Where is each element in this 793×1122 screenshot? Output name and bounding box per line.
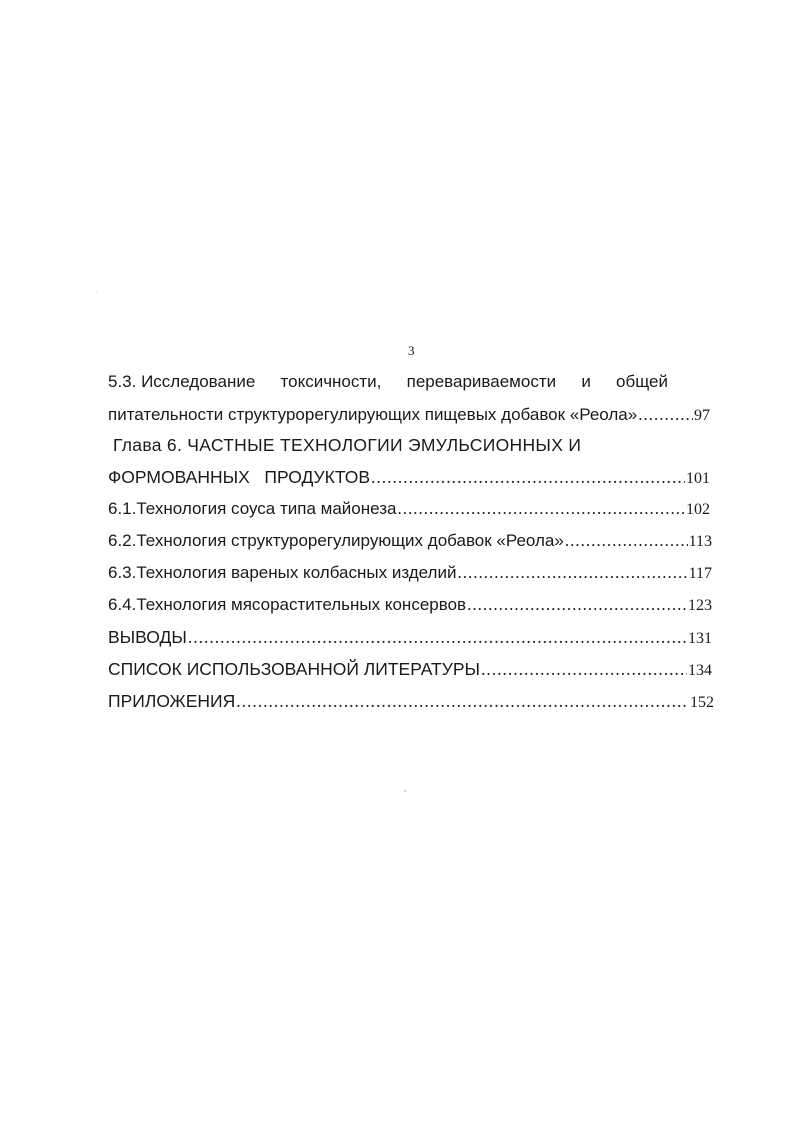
toc-leader xyxy=(188,626,687,648)
toc-leader xyxy=(397,498,685,520)
toc-leader xyxy=(236,690,689,712)
toc-page: 102 xyxy=(686,501,710,518)
toc-entry-appendices xyxy=(108,690,714,714)
toc-entry-6-1 xyxy=(108,498,710,521)
toc-entry-conclusions xyxy=(108,626,712,650)
toc-leader xyxy=(467,594,687,616)
toc-chapter-6-line1: Глава 6. ЧАСТНЫЕ ТЕХНОЛОГИИ ЭМУЛЬСИОННЫХ И xyxy=(113,435,582,455)
toc-page: 134 xyxy=(688,662,712,679)
toc-label: ВЫВОДЫ xyxy=(108,627,187,647)
toc-label: 6.1.Технология соуса типа майонеза xyxy=(108,499,397,518)
toc-page: 113 xyxy=(688,533,712,550)
toc-label: питательности структурорегулирующих пищевых добавок «Реола» xyxy=(108,405,638,424)
toc-word: общей xyxy=(616,372,668,391)
toc-page: 152 xyxy=(690,694,714,711)
toc-leader xyxy=(457,562,687,584)
toc-word: 5.3. Исследование xyxy=(108,372,256,391)
page-number: 3 xyxy=(408,343,415,358)
toc-chapter-6-line2 xyxy=(108,466,710,490)
toc-entry-5-3-line1 xyxy=(108,371,668,393)
toc-leader xyxy=(481,658,687,680)
toc-entry-5-3-line2 xyxy=(108,404,710,427)
toc-label: ФОРМОВАННЫХ ПРОДУКТОВ xyxy=(108,467,371,487)
toc-page: 97 xyxy=(694,407,710,424)
toc-leader xyxy=(565,530,688,552)
toc-label: СПИСОК ИСПОЛЬЗОВАННОЙ ЛИТЕРАТУРЫ xyxy=(108,659,480,679)
toc-word: и xyxy=(581,372,591,391)
scan-speck xyxy=(404,790,406,792)
toc-leader xyxy=(638,404,693,426)
toc-entry-6-2 xyxy=(108,530,712,553)
toc-label: ПРИЛОЖЕНИЯ xyxy=(108,691,236,711)
toc-entry-6-4 xyxy=(108,594,712,617)
toc-page: 101 xyxy=(686,470,710,487)
toc-page: 123 xyxy=(688,597,712,614)
toc-label: 6.2.Технология структурорегулирующих добавок «Реола» xyxy=(108,531,564,550)
toc-entry-6-3 xyxy=(108,562,712,585)
toc-page: 117 xyxy=(688,565,712,582)
toc-word: перевариваемости xyxy=(406,372,557,391)
toc-leader xyxy=(371,466,685,488)
toc-entry-references xyxy=(108,658,712,682)
toc-page: 131 xyxy=(688,630,712,647)
toc-label: 6.3.Технология вареных колбасных изделий xyxy=(108,563,457,582)
toc-label: 6.4.Технология мясорастительных консервов xyxy=(108,595,467,614)
toc-word: токсичности, xyxy=(280,372,382,391)
scan-speck xyxy=(96,292,97,293)
